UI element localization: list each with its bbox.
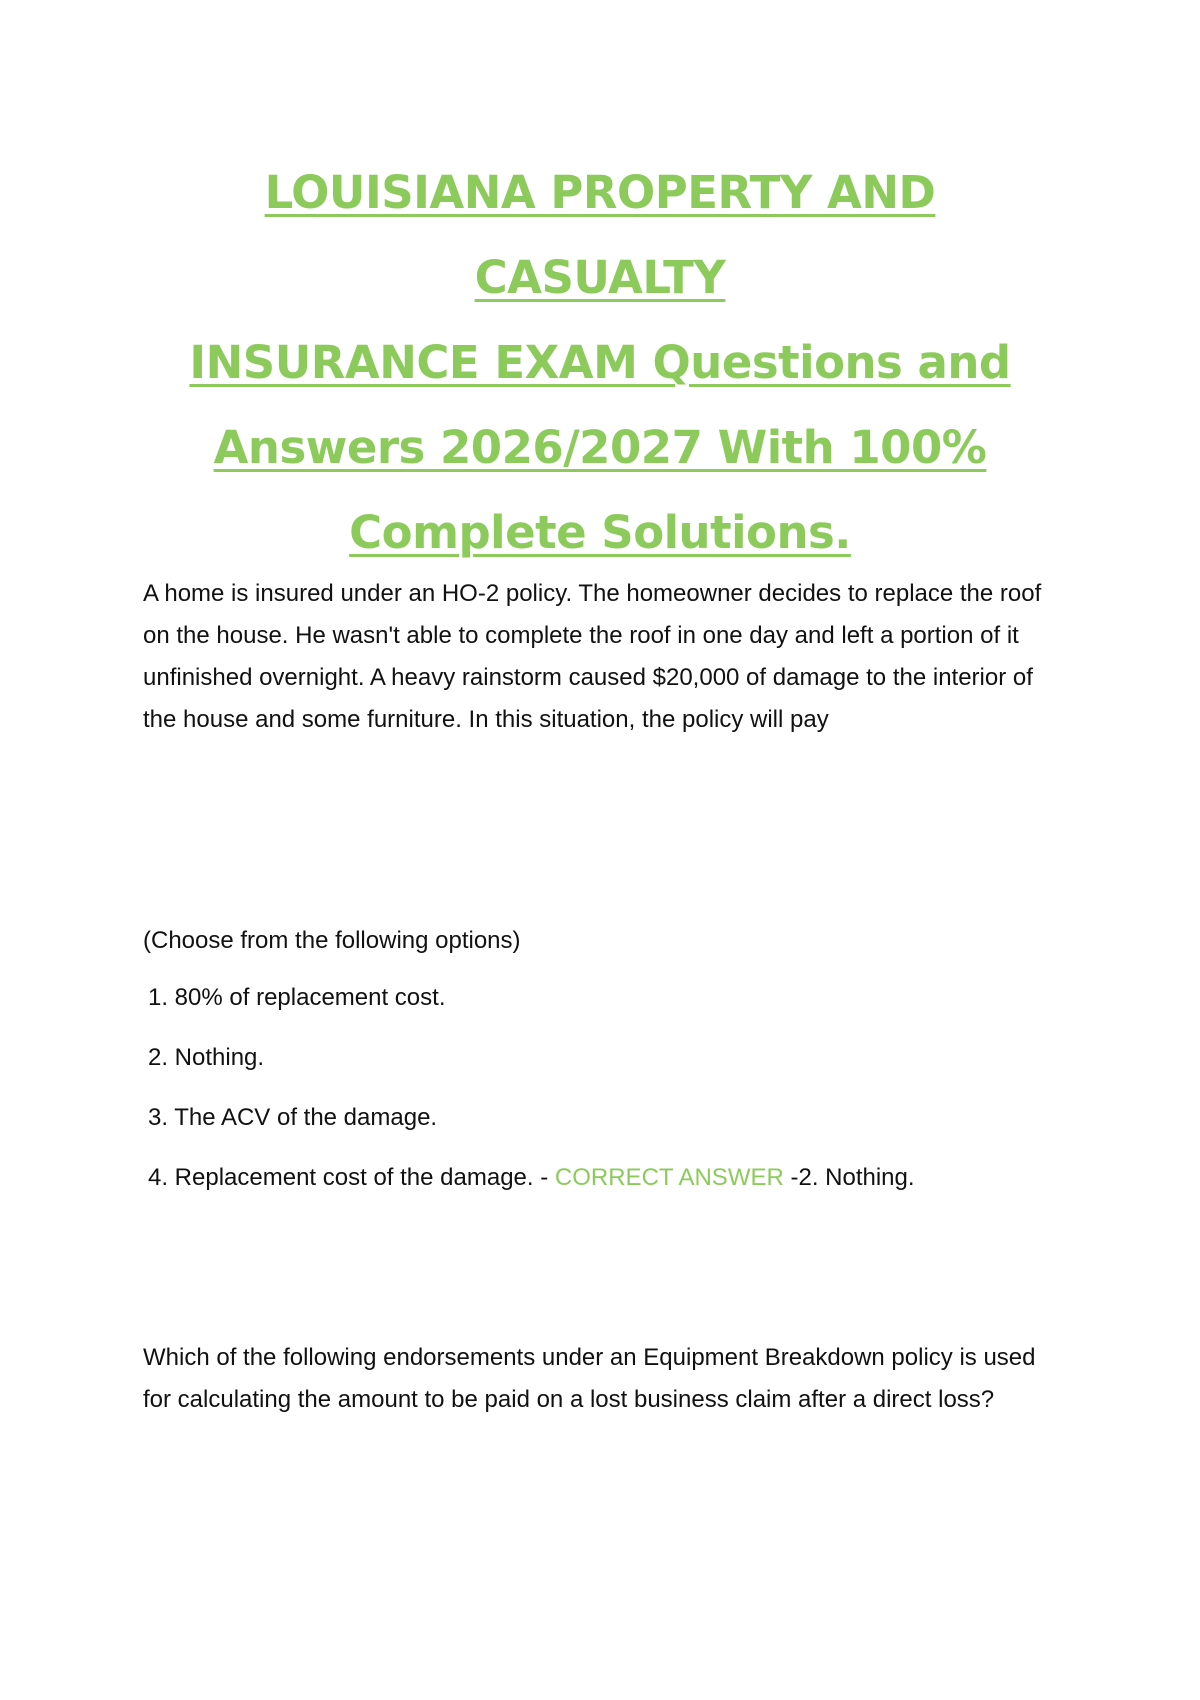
choose-options-label: (Choose from the following options) [143,927,521,954]
option-text: 2. Nothing. [148,1044,265,1071]
option-text: 4. Replacement cost of the damage. - [148,1164,555,1191]
question-1-options [143,976,1093,1216]
question-1-text: A home is insured under an HO-2 policy. The homeowner decides to replace the roof on the house. He wasn't able to complete the roof in one day and left a portion of it unfinished overnight. A heavy rainstorm caused $20,000 of damage to the interior of the house and some furniture. In this situation, the policy will pay [143,580,1042,733]
option-item [143,1096,1093,1156]
option-item [143,1156,1093,1216]
question-2-text: Which of the following endorsements under an Equipment Breakdown policy is used for calculating the amount to be paid on a lost business claim after a direct loss? [143,1344,1036,1413]
title-line: Answers 2026/2027 With 100% [213,421,987,474]
title-line: Complete Solutions. [349,506,851,559]
option-item [143,1036,1093,1096]
answer-text: -2. Nothing. [783,1164,915,1191]
document-title [140,150,1060,575]
option-text: 3. The ACV of the damage. [148,1104,438,1131]
option-item [143,976,1093,1036]
title-line: LOUISIANA PROPERTY AND CASUALTY [264,166,936,304]
option-text: 1. 80% of replacement cost. [148,984,446,1011]
title-line: INSURANCE EXAM Questions and [189,336,1011,389]
correct-answer-label: CORRECT ANSWER [554,1164,784,1191]
